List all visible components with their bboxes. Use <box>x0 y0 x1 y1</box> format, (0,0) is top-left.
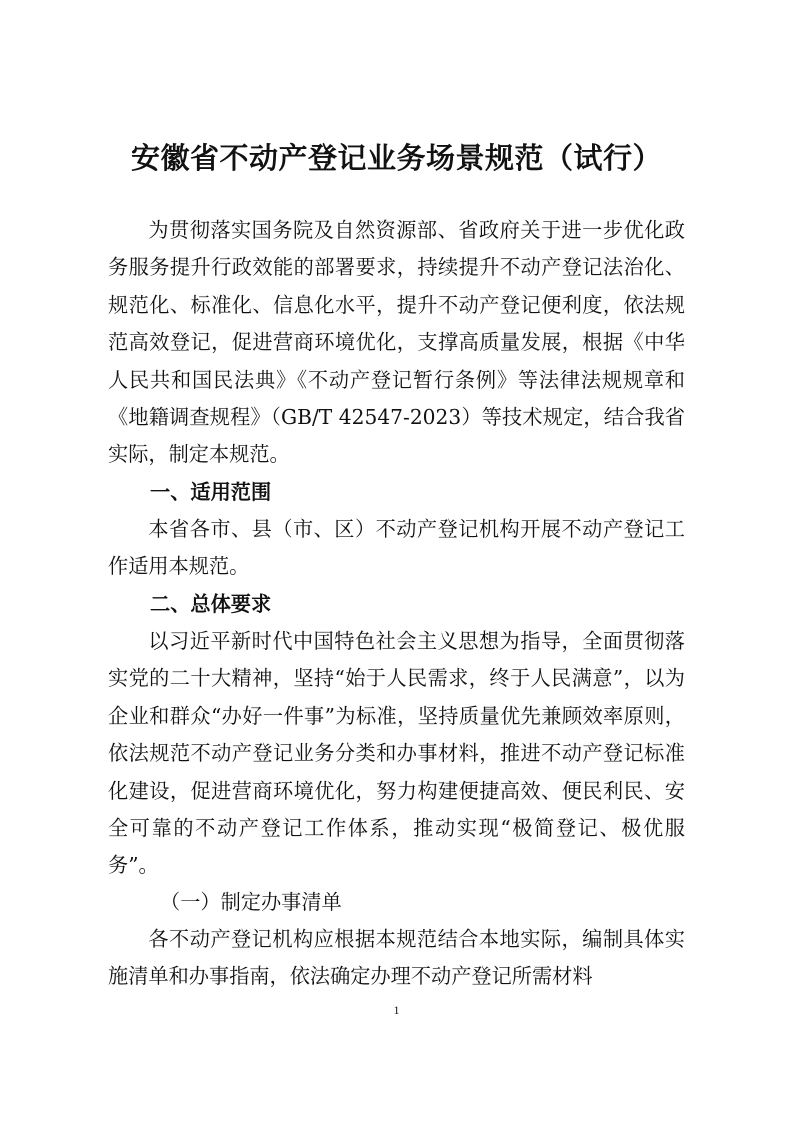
scope-paragraph: 本省各市、县（市、区）不动产登记机构开展不动产登记工作适用本规范。 <box>108 517 685 579</box>
document-title: 安徽省不动产登记业务场景规范（试行） <box>130 141 662 175</box>
subsection-heading-checklist: （一）制定办事清单 <box>160 890 342 914</box>
intro-paragraph: 为贯彻落实国务院及自然资源部、省政府关于进一步优化政务服务提升行政效能的部署要求，持续提升不动产登记法治化、规范化、标准化、信息化水平，提升不动产登记便利度，依法规范高效登记，促进营商环境优化，支撑高质量发展，根据《中华人民共和国民法典》《不动产登记暂行条例》等法律法规规章和《地籍调查规程》（GB/T 42547-2023）等技术规定，结合我省实际，制定本规范。 <box>108 218 685 467</box>
page-number: 1 <box>393 1003 400 1017</box>
section-heading-scope: 一、适用范围 <box>150 480 272 504</box>
checklist-paragraph: 各不动产登记机构应根据本规范结合本地实际，编制具体实施清单和办事指南，依法确定办理不动产登记所需材料 <box>108 927 685 989</box>
general-requirements-paragraph: 以习近平新时代中国特色社会主义思想为指导，全面贯彻落实党的二十大精神，坚持“始于人民需求，终于人民满意”，以为企业和群众“办好一件事”为标准，坚持质量优先兼顾效率原则，依法规范不动产登记业务分类和办事材料，推进不动产登记标准化建设，促进营商环境优化，努力构建便捷高效、便民利民、安全可靠的不动产登记工作体系，推动实现“极简登记、极优服务”。 <box>108 629 685 878</box>
section-heading-general-requirements: 二、总体要求 <box>150 592 272 616</box>
